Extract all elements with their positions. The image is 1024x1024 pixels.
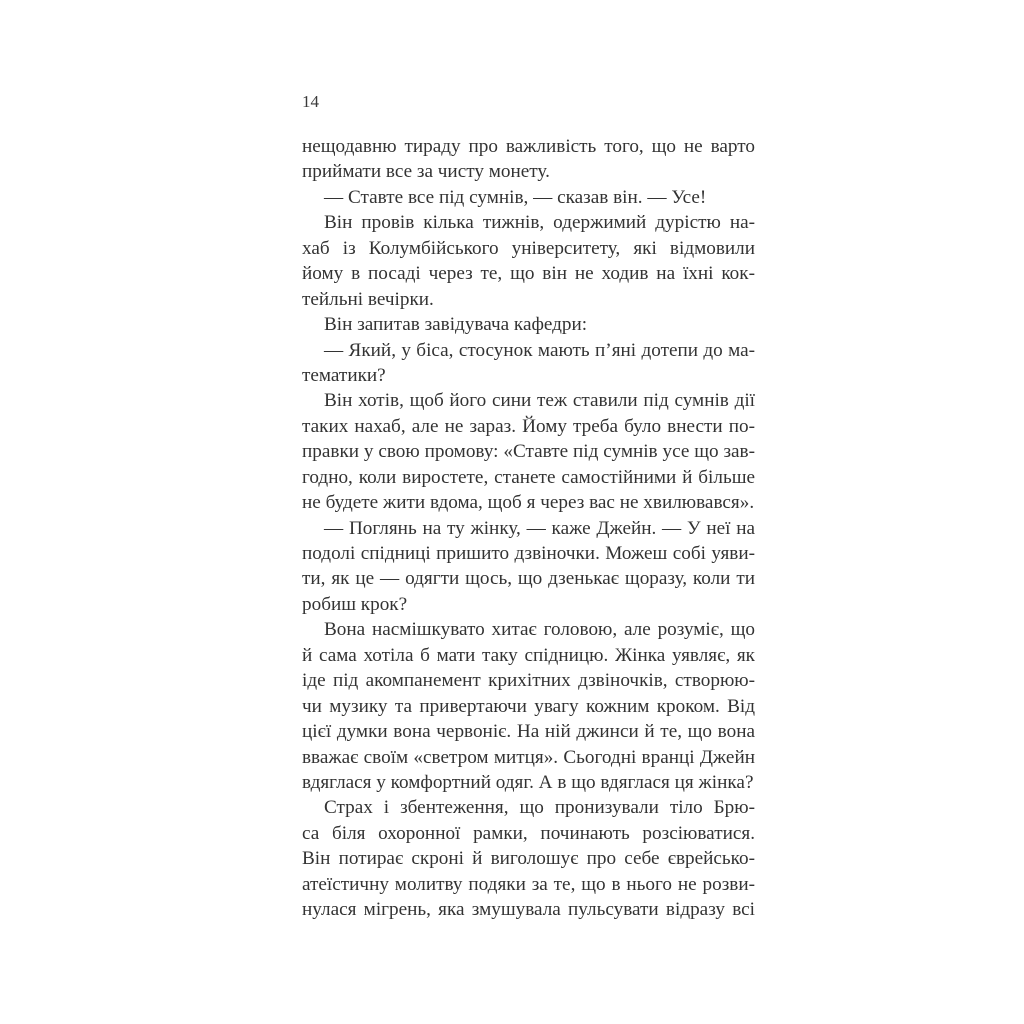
text-line: Він хотів, щоб його сини теж ставили під сумнів дії [324, 390, 755, 412]
paragraph [302, 210, 755, 312]
paragraph [302, 516, 755, 618]
text-line: хаб із Колумбійського університету, які відмовили [302, 237, 755, 259]
text-line: йому в посаді через те, що він не ходив на їхні кок- [302, 263, 755, 285]
text-line: — Який, у біса, стосунок мають п’яні дотепи до ма- [324, 339, 755, 361]
paragraph [302, 388, 755, 515]
text-line: цієї думки вона червоніє. На ній джинси й те, що вона [302, 721, 755, 743]
page-number: 14 [302, 92, 319, 111]
text-line: Він потирає скроні й виголошує про себе єврейсько- [302, 848, 755, 870]
paragraph [302, 312, 755, 337]
text-line: вважає своїм «светром митця». Сьогодні вранці Джейн [302, 746, 755, 768]
text-line: таких нахаб, але не зараз. Йому треба було внести по- [302, 415, 755, 437]
text-line: атеїстичну молитву подяки за те, що в нього не розви- [302, 873, 755, 895]
text-line: нещодавню тираду про важливість того, що не варто [302, 136, 755, 157]
text-line: приймати все за чисту монету. [302, 161, 550, 183]
text-line: й сама хотіла б мати таку спідницю. Жінка уявляє, як [302, 644, 755, 666]
text-line: Вона насмішкувато хитає головою, але розуміє, що [324, 619, 755, 641]
text-line: — Ставте все під сумнів, — сказав він. — Усе! [324, 186, 707, 208]
text-line: подолі спідниці пришито дзвіночки. Можеш собі уяви- [302, 543, 755, 564]
text-line: вдяглася у комфортний одяг. А в що вдяглася ця жінка? [302, 771, 754, 793]
text-line: нулася мігрень, яка змушувала пульсувати відразу всі [302, 899, 755, 921]
text-line: не будете жити вдома, щоб я через вас не хвилювався». [302, 492, 755, 514]
text-line: са біля охоронної рамки, починають розсіюватися. [302, 822, 755, 844]
text-line: ти, як це — одягти щось, що дзенькає щоразу, коли ти [302, 568, 755, 590]
text-line: правки у свою промову: «Ставте під сумнів усе що зав- [302, 441, 755, 463]
text-line: Він провів кілька тижнів, одержимий дурістю на- [324, 212, 755, 234]
text-line: — Поглянь на ту жінку, — каже Джейн. — У неї на [324, 517, 755, 539]
text-line: чи музику та привертаючи увагу кожним кроком. Від [302, 695, 755, 717]
text-line: годно, коли виростете, станете самостійними й більше [302, 466, 755, 488]
text-line: тейльні вечірки. [302, 288, 434, 310]
text-line: Страх і збентеження, що пронизували тіло Брю- [324, 797, 755, 819]
text-line: тематики? [302, 364, 386, 386]
paragraph [302, 617, 755, 795]
text-line: іде під акомпанемент крихітних дзвіночків, створюю- [302, 670, 755, 692]
body-text [302, 134, 755, 923]
paragraph [302, 338, 755, 389]
paragraph [302, 134, 755, 185]
text-line: Він запитав завідувача кафедри: [324, 314, 588, 336]
paragraph [302, 795, 755, 922]
text-line: робиш крок? [302, 593, 408, 615]
paragraph [302, 185, 755, 210]
